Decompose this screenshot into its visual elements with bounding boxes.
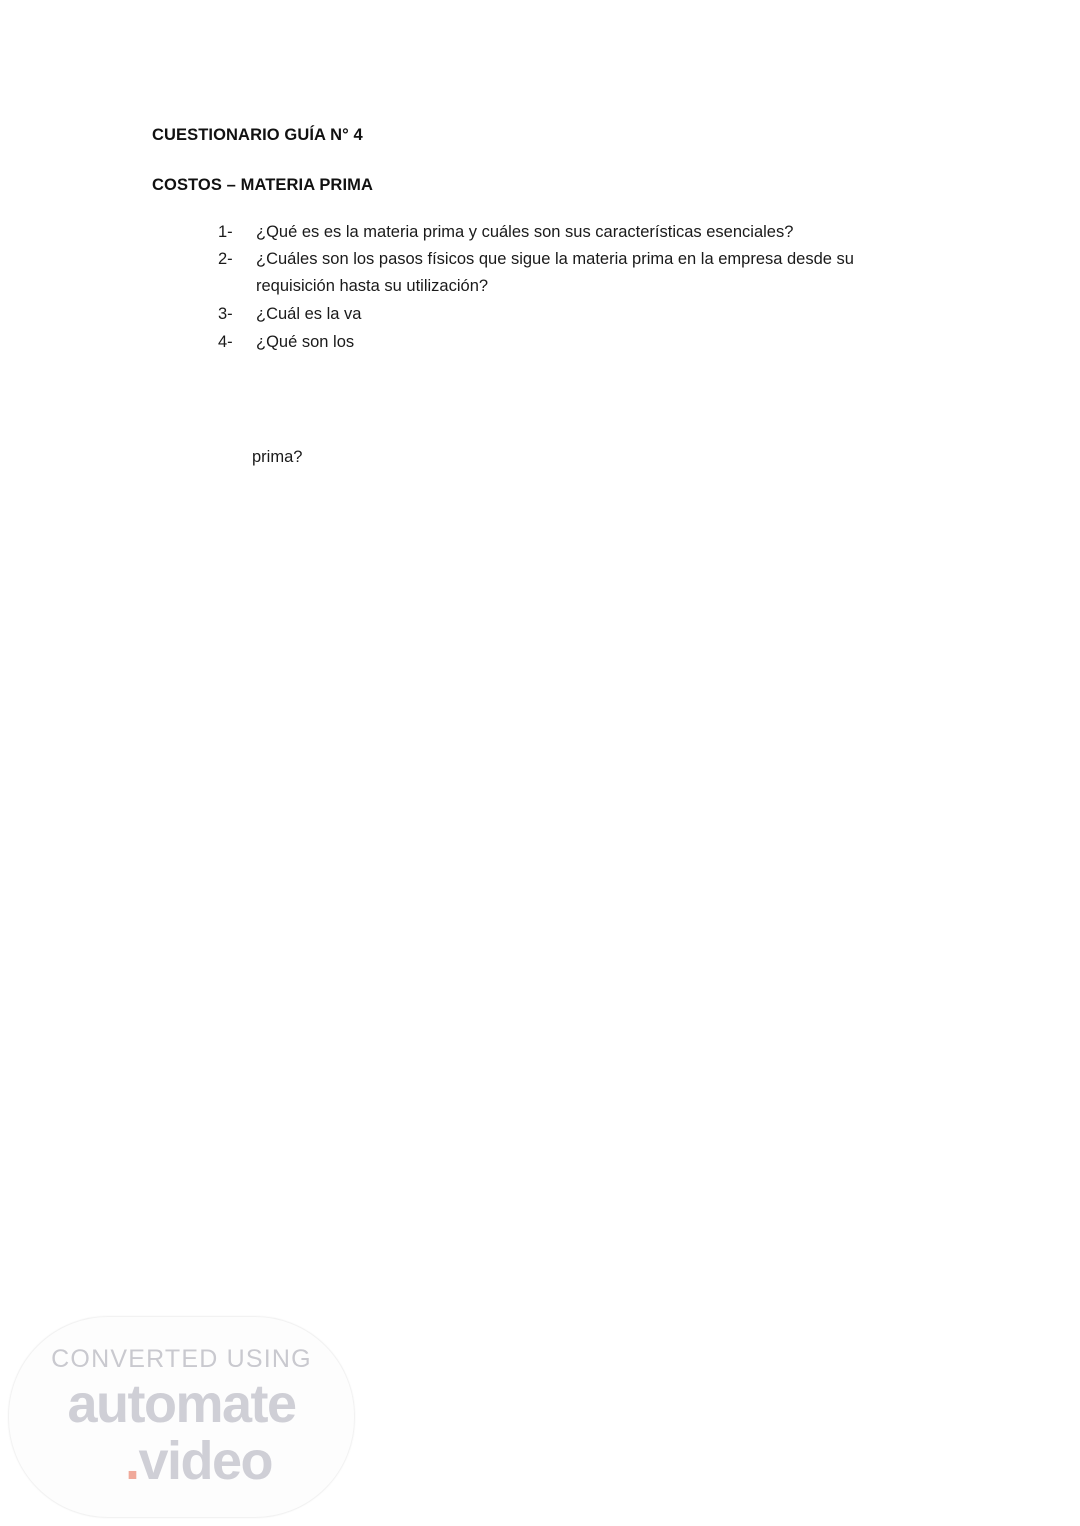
question-number: 1-: [218, 222, 233, 241]
question-number: 4-: [218, 333, 233, 352]
question-text: ¿Cuáles son los pasos físicos que sigue la materia prima en la empresa desde su requisición hasta su utilización?: [256, 250, 854, 296]
list-item: [152, 329, 942, 356]
question-text: ¿Cuál es la va: [256, 305, 362, 324]
question-list: [152, 219, 942, 356]
document-title-primary: CUESTIONARIO GUÍA N° 4: [152, 126, 363, 144]
document-title-secondary: COSTOS – MATERIA PRIMA: [152, 176, 373, 195]
question-number: 3-: [218, 305, 233, 324]
watermark-top-label: CONVERTED USING: [51, 1344, 312, 1373]
list-item: [152, 246, 942, 300]
question-text: ¿Qué son los: [256, 333, 355, 352]
watermark-brand-suffix: [124, 1430, 273, 1491]
watermark-brand: automate: [67, 1373, 296, 1434]
question-number: 2-: [218, 250, 233, 269]
document-body: [152, 124, 942, 357]
list-item: [152, 219, 942, 246]
trailing-text: prima?: [252, 448, 303, 466]
watermark-suffix-text: video: [138, 1430, 273, 1491]
question-text: ¿Qué es es la materia prima y cuáles son sus características esenciales?: [256, 222, 794, 241]
watermark-badge: [8, 1316, 355, 1518]
list-item: [152, 301, 942, 328]
watermark-dot: .: [124, 1430, 139, 1491]
